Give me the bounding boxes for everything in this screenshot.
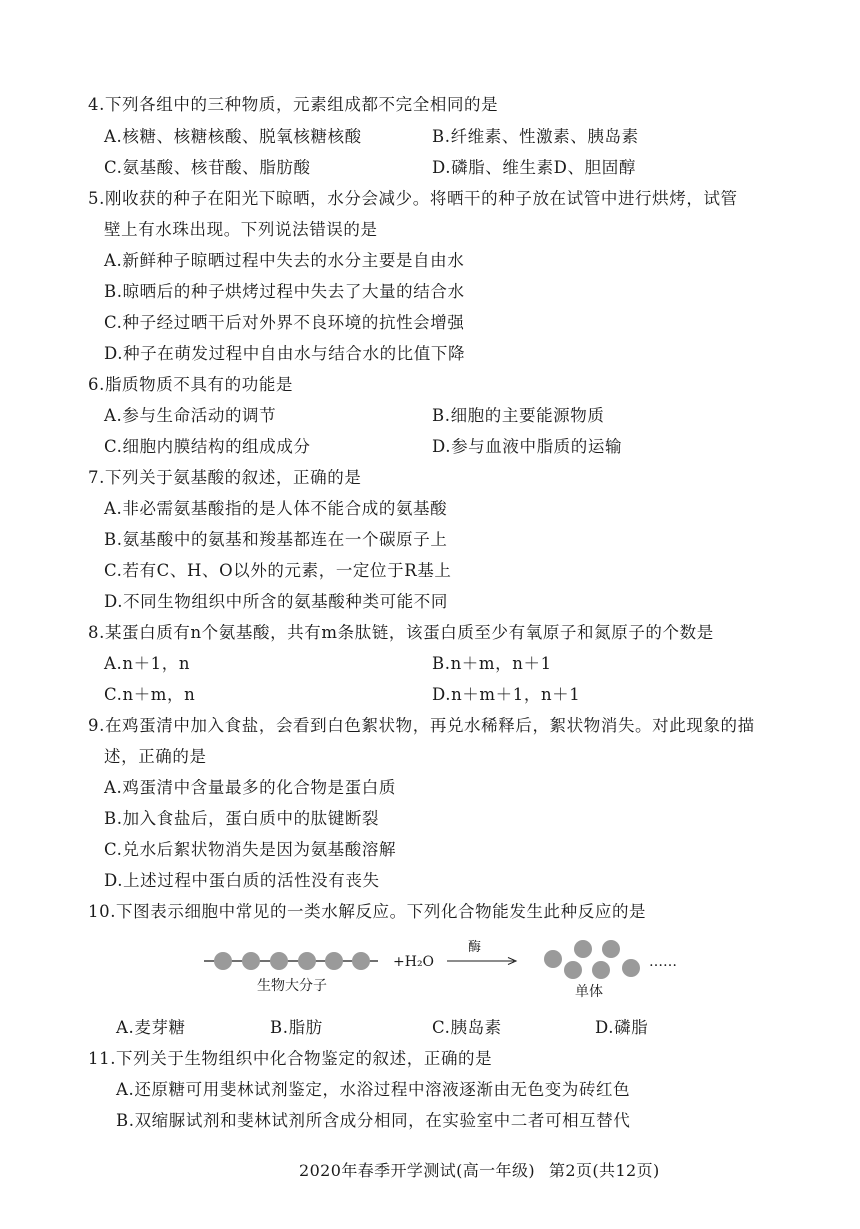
chain-bead (214, 952, 232, 970)
monomer-label: 单体 (575, 984, 603, 1000)
q9-option-c: C.兑水后絮状物消失是因为氨基酸溶解 (104, 840, 397, 859)
q8-option-b: B.n＋m，n＋1 (432, 654, 552, 673)
monomer-bead (574, 940, 592, 958)
macromolecule-label: 生物大分子 (257, 978, 327, 994)
q9-option-d: D.上述过程中蛋白质的活性没有丧失 (104, 871, 380, 890)
hydrolysis-diagram (200, 935, 700, 1005)
q11-option-b: B.双缩脲试剂和斐林试剂所含成分相同，在实验室中二者可相互替代 (116, 1111, 631, 1130)
q11-option-a: A.还原糖可用斐林试剂鉴定，水浴过程中溶液逐渐由无色变为砖红色 (116, 1080, 631, 1099)
monomer-bead (564, 961, 582, 979)
ellipsis: …… (649, 954, 677, 970)
q10-option-c: C.胰岛素 (432, 1018, 502, 1037)
q4-option-b: B.纤维素、性激素、胰岛素 (432, 127, 639, 146)
chain-bead (325, 952, 343, 970)
monomer-bead (622, 959, 640, 977)
q5-stem-line1: 5.刚收获的种子在阳光下晾晒，水分会减少。将晒干的种子放在试管中进行烘烤，试管 (88, 189, 738, 208)
monomer-bead (544, 950, 562, 968)
q8-option-a: A.n＋1，n (104, 654, 191, 673)
q10-option-d: D.磷脂 (595, 1018, 649, 1037)
q6-option-b: B.细胞的主要能源物质 (432, 406, 605, 425)
q7-option-a: A.非必需氨基酸指的是人体不能合成的氨基酸 (104, 499, 448, 518)
q6-stem: 6.脂质物质不具有的功能是 (88, 375, 294, 394)
q4-option-a: A.核糖、核糖核酸、脱氧核糖核酸 (104, 127, 362, 146)
exam-title: 2020年春季开学测试(高一年级) (299, 1161, 536, 1180)
q6-option-a: A.参与生命活动的调节 (104, 406, 277, 425)
q10-stem: 10.下图表示细胞中常见的一类水解反应。下列化合物能发生此种反应的是 (88, 902, 647, 921)
q6-option-d: D.参与血液中脂质的运输 (432, 437, 623, 456)
q4-option-d: D.磷脂、维生素D、胆固醇 (432, 158, 636, 177)
reaction-arrow (447, 958, 516, 965)
chain-bead (352, 952, 370, 970)
q9-option-a: A.鸡蛋清中含量最多的化合物是蛋白质 (104, 778, 396, 797)
monomer-bead (592, 961, 610, 979)
q5-stem-line2: 壁上有水珠出现。下列说法错误的是 (104, 220, 378, 239)
chain-bead (298, 952, 316, 970)
q5-option-c: C.种子经过晒干后对外界不良环境的抗性会增强 (104, 313, 465, 332)
macromolecule-chain (204, 952, 378, 970)
q9-option-b: B.加入食盐后，蛋白质中的肽键断裂 (104, 809, 380, 828)
q4-stem: 4.下列各组中的三种物质，元素组成都不完全相同的是 (88, 95, 499, 114)
q4-option-c: C.氨基酸、核苷酸、脂肪酸 (104, 158, 311, 177)
q7-stem: 7.下列关于氨基酸的叙述，正确的是 (88, 468, 362, 487)
chain-bead (242, 952, 260, 970)
q8-option-c: C.n＋m，n (104, 685, 196, 704)
q7-option-c: C.若有C、H、O以外的元素，一定位于R基上 (104, 561, 452, 580)
monomer-bead (602, 940, 620, 958)
monomer-beads (544, 940, 640, 979)
q8-option-d: D.n＋m＋1，n＋1 (432, 685, 581, 704)
q5-option-b: B.晾晒后的种子烘烤过程中失去了大量的结合水 (104, 282, 465, 301)
page-footer (299, 1158, 660, 1181)
q10-option-a: A.麦芽糖 (116, 1018, 186, 1037)
q9-stem-line1: 9.在鸡蛋清中加入食盐，会看到白色絮状物，再兑水稀释后，絮状物消失。对此现象的描 (88, 716, 755, 735)
q5-option-a: A.新鲜种子晾晒过程中失去的水分主要是自由水 (104, 251, 465, 270)
chain-bead (270, 952, 288, 970)
q7-option-d: D.不同生物组织中所含的氨基酸种类可能不同 (104, 592, 448, 611)
enzyme-label: 酶 (468, 940, 482, 955)
water-term: +H₂O (393, 954, 435, 970)
q11-stem: 11.下列关于生物组织中化合物鉴定的叙述，正确的是 (88, 1049, 493, 1068)
q7-option-b: B.氨基酸中的氨基和羧基都连在一个碳原子上 (104, 530, 448, 549)
q5-option-d: D.种子在萌发过程中自由水与结合水的比值下降 (104, 344, 466, 363)
q10-option-b: B.脂肪 (270, 1018, 323, 1037)
q9-stem-line2: 述，正确的是 (104, 747, 207, 766)
page-number: 第2页(共12页) (549, 1161, 660, 1180)
q6-option-c: C.细胞内膜结构的组成成分 (104, 437, 311, 456)
q8-stem: 8.某蛋白质有n个氨基酸，共有m条肽链，该蛋白质至少有氧原子和氮原子的个数是 (88, 623, 714, 642)
